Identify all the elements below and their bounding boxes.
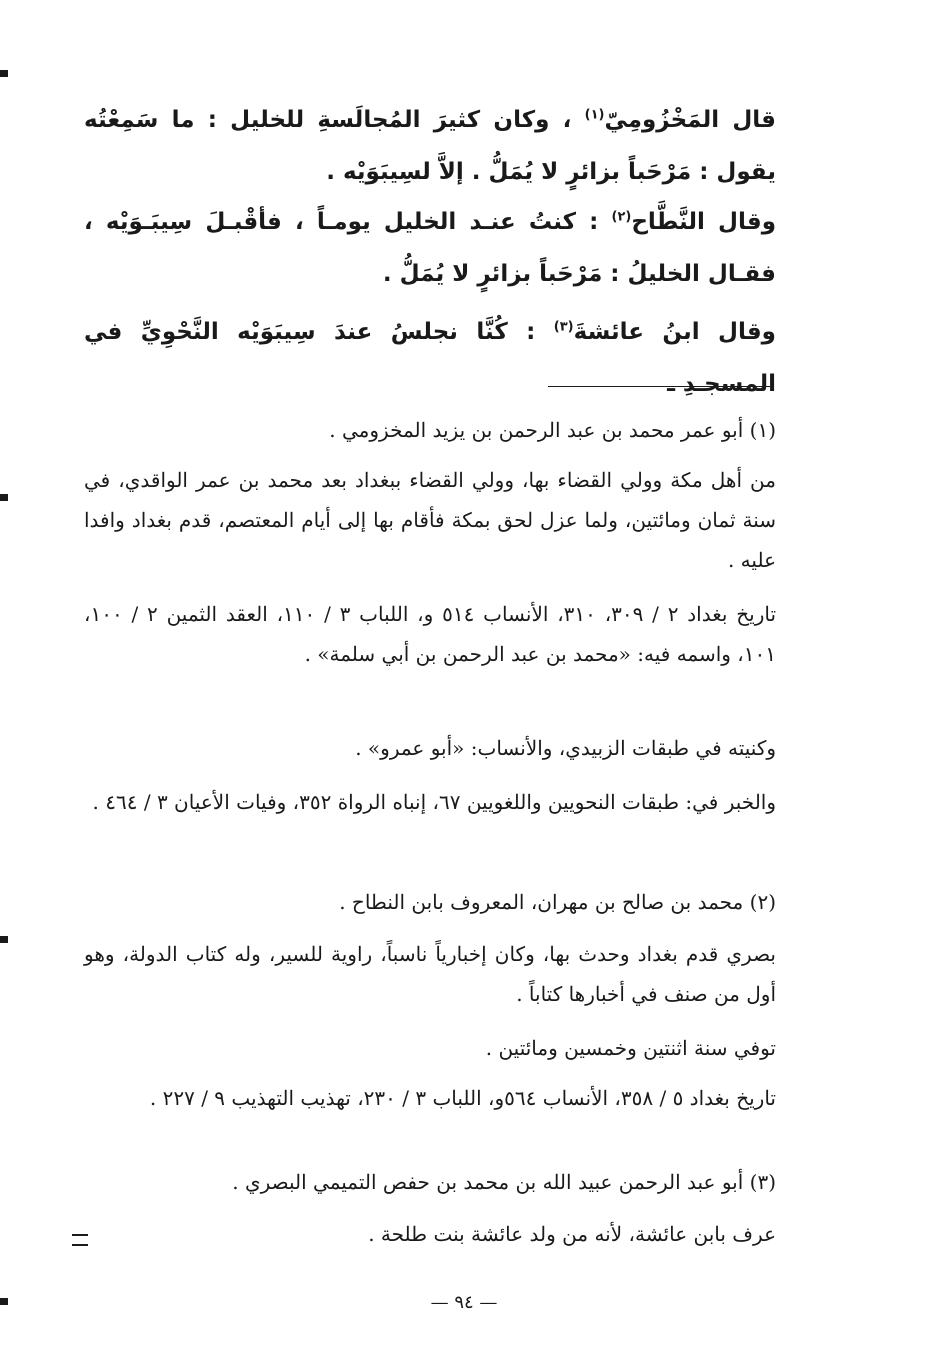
footnote-1-sources: تاريخ بغداد ٢ / ٣٠٩، ٣١٠، الأنساب ٥١٤ و، اللباب ٣ / ١١٠، العقد الثمين ٢ / ١٠٠، ١٠١، واسمه فيه: «محمد بن عبد الرحمن بن أبي سلمة» .	[84, 602, 777, 666]
main-text: قال المَخْزُومِيّ	[604, 107, 776, 133]
footnote-2-bio: بصري قدم بغداد وحدث بها، وكان إخبارياً ناسباً، راوية للسير، وله كتاب الدولة، وهو أول من صنف في أخبارها كتاباً .	[84, 942, 776, 1006]
margin-mark	[0, 70, 8, 77]
footnote-2-title: (٢) محمد بن صالح بن مهران، المعروف بابن النطاح .	[339, 890, 776, 914]
footnote-1-bio: من أهل مكة وولي القضاء بها، وولي القضاء ببغداد بعد محمد بن عمر الواقدي، في سنة ثمان ومائتين، ولما عزل لحق بمكة فأقام بها إلى أيام المعتصم، قدم بغداد وافدا عليه .	[84, 468, 776, 572]
footnote-3-title: (٣) أبو عبد الرحمن عبيد الله بن محمد بن حفص التميمي البصري .	[232, 1170, 776, 1194]
margin-mark	[0, 494, 8, 501]
page-number: — ٩٤ —	[430, 1292, 498, 1313]
footnote-ref: (١)	[584, 107, 605, 123]
main-paragraph-nattah	[84, 196, 776, 300]
footnote-separator	[548, 386, 774, 387]
footnote-1-khabar: والخبر في: طبقات النحويين واللغويين ٦٧، إنباه الرواة ٣٥٢، وفيات الأعيان ٣ / ٤٦٤ .	[92, 790, 776, 814]
footnote-1-kunya: وكنيته في طبقات الزبيدي، والأنساب: «أبو عمرو» .	[355, 736, 776, 760]
main-text: : كنتُ عنـد الخليل يومـاً ، فأقْبـلَ سِيبَـوَيْه ، فقـال الخليلُ : مَرْحَباً بزائرٍ لا يُمَلُّ .	[84, 209, 776, 287]
footnote-ref: (٣)	[553, 319, 574, 335]
continuation-mark	[72, 1234, 88, 1246]
main-text: وقال النَّطَّاح	[631, 209, 776, 235]
main-paragraph-makhzumi	[84, 94, 776, 198]
main-text: ، وكان كثيرَ المُجالَسةِ للخليل : ما سَمِعْتُه يقول : مَرْحَباً بزائرٍ لا يُمَلُّ . إلاَّ لسِيبَوَيْه .	[84, 107, 776, 185]
footnote-1-title: (١) أبو عمر محمد بن عبد الرحمن بن يزيد المخزومي .	[329, 418, 776, 442]
main-text: وقال ابنُ عائشةَ	[573, 319, 776, 345]
footnote-2-death: توفي سنة اثنتين وخمسين ومائتين .	[485, 1036, 776, 1060]
footnote-2-sources: تاريخ بغداد ٥ / ٣٥٨، الأنساب ٥٦٤و، اللباب ٣ / ٢٣٠، تهذيب التهذيب ٩ / ٢٢٧ .	[149, 1086, 776, 1110]
footnote-3-bio: عرف بابن عائشة، لأنه من ولد عائشة بنت طلحة .	[368, 1222, 776, 1246]
main-paragraph-ibn-aisha	[84, 306, 776, 410]
main-text: : كُنَّا نجلسُ عندَ سِيبَوَيْه النَّحْوِيِّ في المسجـدِ ـ	[84, 319, 776, 397]
margin-mark	[0, 936, 8, 943]
footnote-ref: (٢)	[611, 209, 632, 225]
